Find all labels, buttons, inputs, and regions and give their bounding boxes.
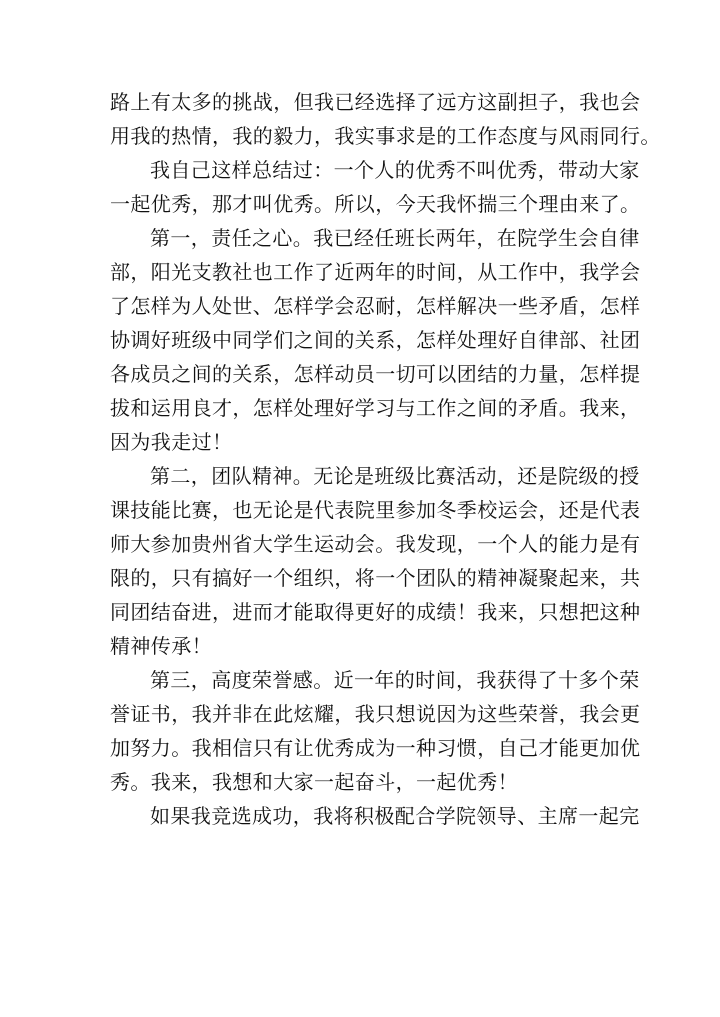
paragraph-start-line: 第二，团队精神。无论是班级比赛活动，还是院级的授 — [150, 464, 640, 488]
paragraph-start-line: 我自己这样总结过：一个人的优秀不叫优秀，带动大家 — [150, 158, 640, 182]
text-line: 用我的热情，我的毅力，我实事求是的工作态度与风雨同行。 — [110, 124, 661, 148]
text-line: 拔和运用良才，怎样处理好学习与工作之间的矛盾。我来， — [110, 396, 641, 420]
text-line: 因为我走过！ — [110, 430, 233, 454]
text-line: 誉证书，我并非在此炫耀，我只想说因为这些荣誉，我会更 — [110, 702, 641, 726]
paragraph-start-line: 第三，高度荣誉感。近一年的时间，我获得了十多个荣 — [150, 668, 640, 692]
body-text — [110, 85, 661, 833]
text-line: 了怎样为人处世、怎样学会忍耐，怎样解决一些矛盾，怎样 — [110, 294, 641, 318]
text-line: 限的，只有搞好一个组织，将一个团队的精神凝聚起来，共 — [110, 566, 641, 590]
text-line: 秀。我来，我想和大家一起奋斗，一起优秀！ — [110, 770, 518, 794]
text-line: 精神传承！ — [110, 634, 212, 658]
text-line: 加努力。我相信只有让优秀成为一种习惯，自己才能更加优 — [110, 736, 641, 760]
text-line: 师大参加贵州省大学生运动会。我发现，一个人的能力是有 — [110, 532, 641, 556]
paragraph-start-line: 第一，责任之心。我已经任班长两年，在院学生会自律 — [150, 226, 640, 250]
text-line: 课技能比赛，也无论是代表院里参加冬季校运会，还是代表 — [110, 498, 641, 522]
text-line: 一起优秀，那才叫优秀。所以，今天我怀揣三个理由来了。 — [110, 192, 641, 216]
text-line: 部，阳光支教社也工作了近两年的时间，从工作中，我学会 — [110, 260, 641, 284]
text-line: 同团结奋进，进而才能取得更好的成绩！我来，只想把这种 — [110, 600, 641, 624]
text-line: 路上有太多的挑战，但我已经选择了远方这副担子，我也会 — [110, 90, 641, 114]
paragraph-start-line: 如果我竞选成功，我将积极配合学院领导、主席一起完 — [150, 804, 640, 828]
text-line: 各成员之间的关系，怎样动员一切可以团结的力量，怎样提 — [110, 362, 641, 386]
text-line: 协调好班级中同学们之间的关系，怎样处理好自律部、社团 — [110, 328, 641, 352]
